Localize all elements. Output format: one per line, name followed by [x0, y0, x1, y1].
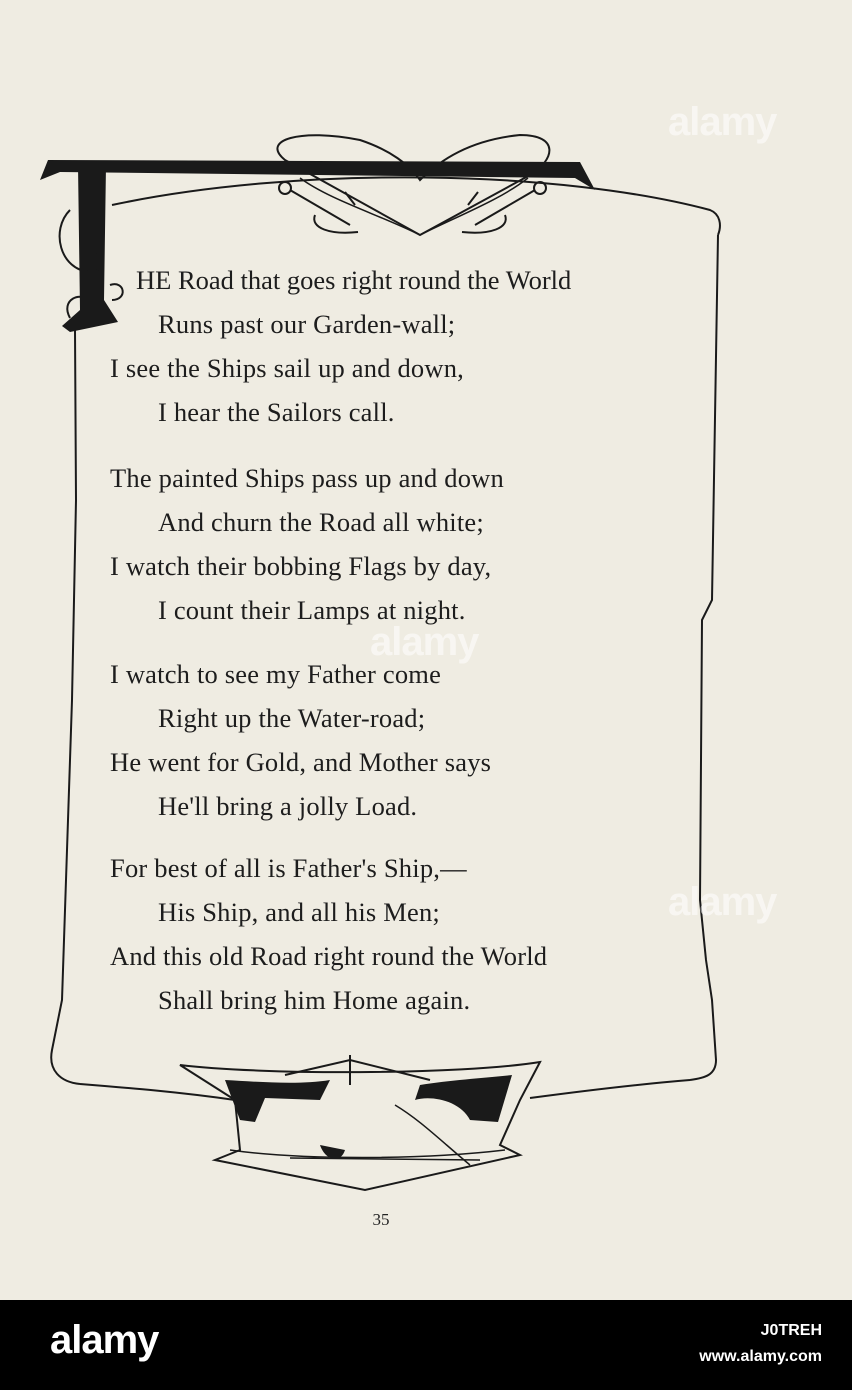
stanza-4	[110, 846, 547, 1022]
stanza-3	[110, 652, 491, 828]
page-number: 35	[372, 1210, 390, 1229]
poem-line: I hear the Sailors call.	[158, 397, 395, 427]
watermark: alamy	[370, 620, 479, 664]
poem-line: I count their Lamps at night.	[158, 595, 466, 625]
stanza-1	[110, 302, 464, 434]
poem-line: Runs past our Garden-wall;	[158, 309, 456, 339]
poem-line: Shall bring him Home again.	[158, 985, 471, 1015]
image-id: J0TREH	[760, 1322, 822, 1339]
poem-first-line: HE Road that goes right round the World	[136, 265, 572, 295]
poem-line: I watch their bobbing Flags by day,	[110, 551, 492, 581]
watermark: alamy	[668, 100, 777, 144]
poem-line: He'll bring a jolly Load.	[158, 791, 418, 821]
watermark: alamy	[668, 880, 777, 924]
poem-line: And this old Road right round the World	[110, 941, 548, 971]
poem-line: I watch to see my Father come	[110, 659, 442, 689]
poem-line: And churn the Road all white;	[158, 507, 484, 537]
footer-logo: alamy	[50, 1318, 159, 1362]
poem-line: The painted Ships pass up and down	[110, 463, 504, 493]
footer-bar	[0, 1300, 852, 1390]
poem-line: Right up the Water-road;	[158, 703, 426, 733]
footer-url: www.alamy.com	[699, 1348, 822, 1365]
poem-line: He went for Gold, and Mother says	[110, 747, 492, 777]
poem-line: For best of all is Father's Ship,—	[110, 853, 467, 883]
poem-line: I see the Ships sail up and down,	[110, 353, 464, 383]
stanza-2	[110, 456, 504, 632]
poem-line: His Ship, and all his Men;	[158, 897, 440, 927]
